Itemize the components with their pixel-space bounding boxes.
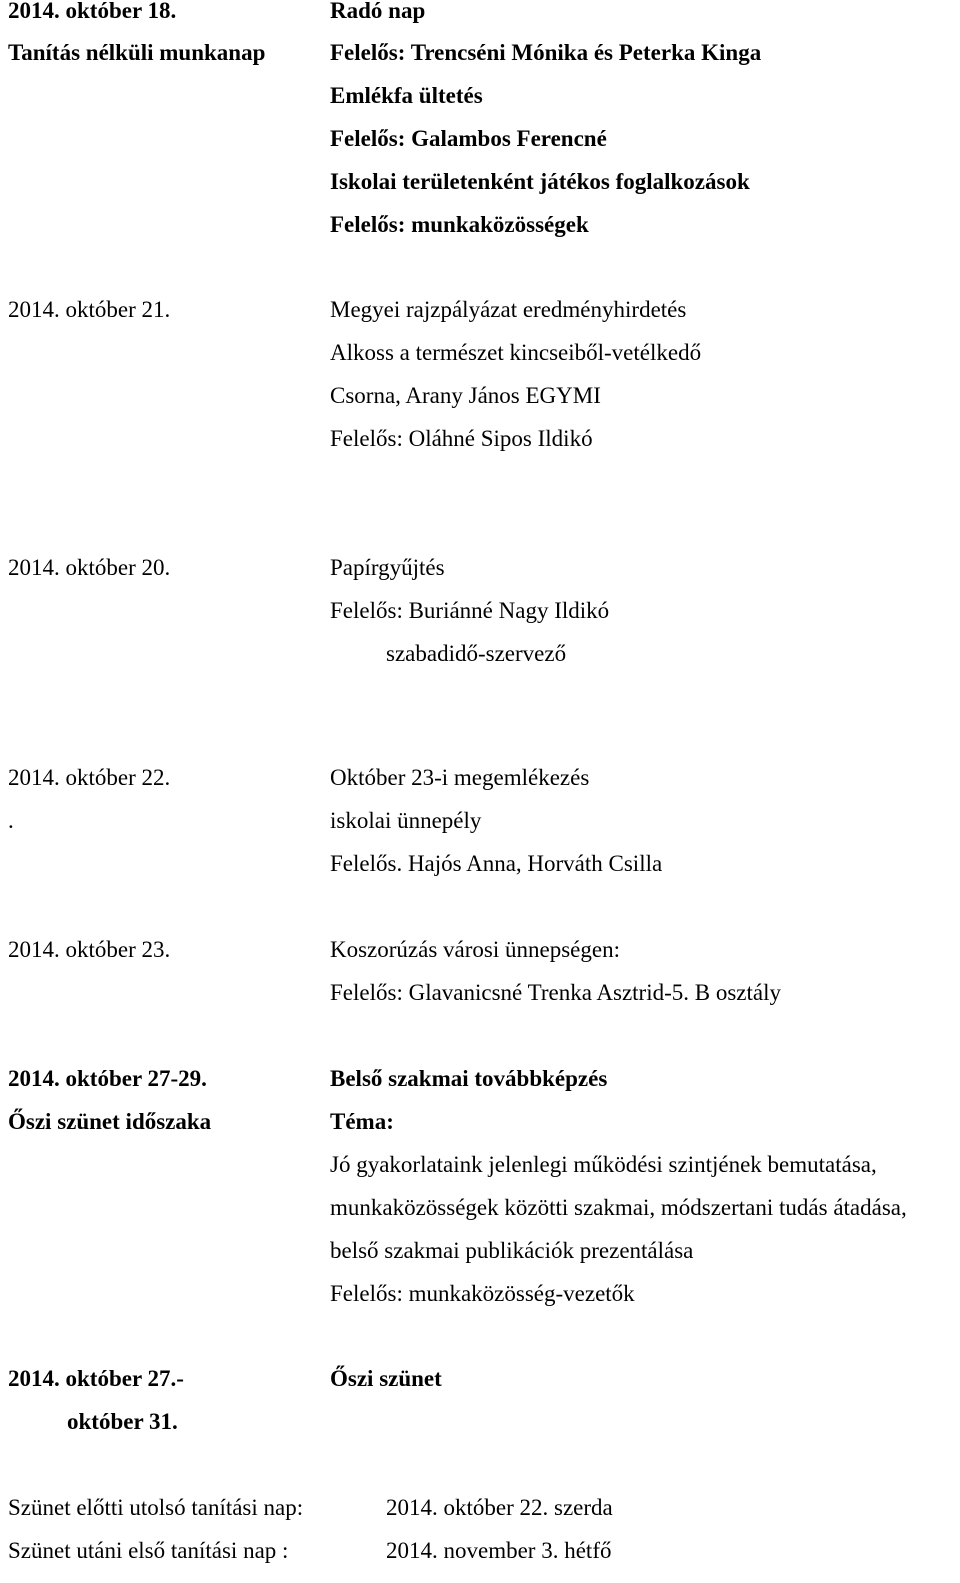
entry-event-line: Felelős: Galambos Ferencné <box>330 126 607 151</box>
entry-event-line: Felelős: munkaközösségek <box>330 212 589 237</box>
entry-event-line: Csorna, Arany János EGYMI <box>330 383 601 408</box>
first-teaching-day-value: 2014. november 3. hétfő <box>386 1538 612 1563</box>
entry-event-line: Felelős: Buriánné Nagy Ildikó <box>330 598 610 623</box>
entry-date: 2014. október 27.- <box>8 1366 184 1391</box>
entry-event-line: szabadidő-szervező <box>386 641 567 666</box>
last-teaching-day-label: Szünet előtti utolsó tanítási nap: <box>8 1495 304 1520</box>
first-teaching-day-label: Szünet utáni első tanítási nap : <box>8 1538 289 1563</box>
entry-date: 2014. október 23. <box>8 937 171 962</box>
entry-event-line: Emlékfa ültetés <box>330 83 483 108</box>
entry-event-title: Koszorúzás városi ünnepségen: <box>330 937 620 962</box>
entry-date: 2014. október 21. <box>8 297 171 322</box>
entry-event-line: munkaközösségek közötti szakmai, módszertani tudás átadása, <box>330 1195 907 1220</box>
entry-date: 2014. október 20. <box>8 555 171 580</box>
entry-date: 2014. október 27-29. <box>8 1066 207 1091</box>
entry-event-title: Belső szakmai továbbképzés <box>330 1066 608 1091</box>
entry-event-line: Felelős: Glavanicsné Trenka Asztrid-5. B osztály <box>330 980 781 1005</box>
last-teaching-day-value: 2014. október 22. szerda <box>386 1495 613 1520</box>
entry-event-line: Jó gyakorlataink jelenlegi működési szintjének bemutatása, <box>330 1152 877 1177</box>
entry-day-type: Őszi szünet időszaka <box>8 1109 212 1134</box>
entry-event-line: Iskolai területenként játékos foglalkozások <box>330 169 750 194</box>
entry-date: 2014. október 18. <box>8 0 177 23</box>
entry-day-type: Tanítás nélküli munkanap <box>8 40 266 65</box>
entry-date-extra: . <box>8 808 14 833</box>
entry-date: 2014. október 22. <box>8 765 171 790</box>
entry-date-end: október 31. <box>67 1409 178 1434</box>
entry-event-title: Radó nap <box>330 0 426 23</box>
entry-event-title: Őszi szünet <box>330 1366 442 1391</box>
entry-event-line: iskolai ünnepély <box>330 808 482 833</box>
entry-event-line: Felelős: Oláhné Sipos Ildikó <box>330 426 593 451</box>
entry-event-title: Október 23-i megemlékezés <box>330 765 590 790</box>
entry-event-line: Felelős: Trencséni Mónika és Peterka Kinga <box>330 40 762 65</box>
entry-event-line: Alkoss a természet kincseiből-vetélkedő <box>330 340 702 365</box>
entry-event-line: Téma: <box>330 1109 394 1134</box>
entry-event-line: belső szakmai publikációk prezentálása <box>330 1238 694 1263</box>
entry-event-title: Megyei rajzpályázat eredményhirdetés <box>330 297 687 322</box>
entry-event-line: Felelős: munkaközösség-vezetők <box>330 1281 635 1306</box>
entry-event-line: Felelős. Hajós Anna, Horváth Csilla <box>330 851 663 876</box>
entry-event-title: Papírgyűjtés <box>330 555 445 580</box>
